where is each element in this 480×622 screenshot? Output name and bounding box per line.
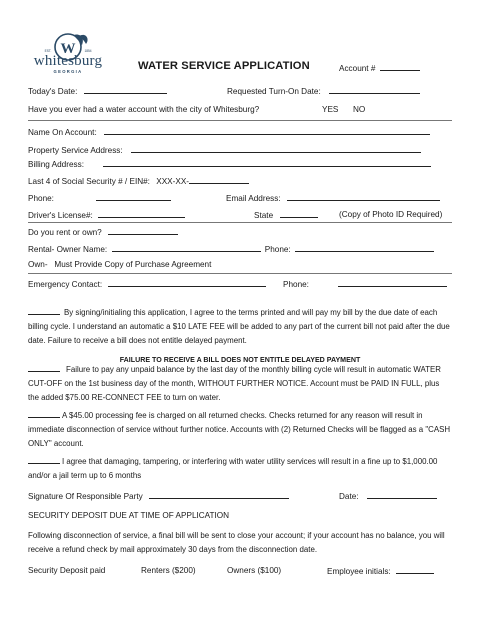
divider-2 [28,222,452,223]
todays-date-label: Today's Date: [28,87,78,96]
deposit-renters-option[interactable]: Renters ($200) [141,566,196,575]
emergency-field[interactable] [108,279,266,287]
name-row [28,127,430,137]
employee-initials-label: Employee initials: [327,567,391,576]
property-field[interactable] [131,145,421,153]
billing-label: Billing Address: [28,160,84,169]
terms-paragraph-4 [28,455,452,483]
terms-paragraph-1 [28,306,452,348]
form-title: WATER SERVICE APPLICATION [138,60,310,72]
turn-on-field[interactable] [329,86,420,94]
rent-own-field[interactable] [108,227,178,235]
failure-heading: FAILURE TO RECEIVE A BILL DOES NOT ENTITLE DELAYED PAYMENT [119,356,361,364]
emergency-row [28,279,266,289]
signature-field[interactable] [149,491,289,499]
account-label-text: Account # [339,64,376,73]
emergency-phone-field[interactable] [338,279,447,287]
property-row [28,145,421,155]
phone-field[interactable] [96,193,171,201]
terms-paragraph-2 [28,363,452,405]
employee-initials-row [327,566,434,576]
property-label: Property Service Address: [28,146,123,155]
emergency-phone-label: Phone: [283,280,309,289]
billing-field[interactable] [103,159,431,167]
prior-account-yes[interactable]: YES [322,105,339,114]
deposit-heading: SECURITY DEPOSIT DUE AT TIME OF APPLICATION [28,511,230,520]
phone-label: Phone: [28,194,54,203]
rental-owner-field[interactable] [112,244,261,252]
terms-initial-1[interactable] [28,307,60,315]
terms-initial-3[interactable] [28,410,60,418]
logo-est-left: EST. [44,49,52,53]
license-label: Driver's License#: [28,211,93,220]
todays-date-field[interactable] [84,86,167,94]
state-label: State [254,211,274,220]
terms-text-1: By signing/initialing this application, I agree to the terms printed and will pay my bill by the due date of each billing cycle. I understand an automatic a $10 LATE FEE will be added to any part of the current bill not paid after the due date. Failure to receive a bill does not entitle delayed payment. [28,308,450,345]
phone-row [28,193,171,203]
rental-owner-phone-label: Phone: [264,245,291,254]
rental-owner-label: Rental- Owner Name: [28,245,108,254]
email-label: Email Address: [226,194,281,203]
signature-label: Signature Of Responsible Party [28,492,143,501]
ssn-prefix: XXX-XX- [156,177,190,186]
terms-text-2: Failure to pay any unpaid balance by the last day of the monthly billing cycle will result in automatic WATER CUT-OFF on the 1st business day of the month, WITHOUT FURTHER NOTICE. Account must be PAID IN FULL, plus the added $75.00 RE-CONNECT FEE to turn on water. [28,365,441,402]
own-note: Own- Must Provide Copy of Purchase Agreement [28,260,212,269]
city-logo [28,30,108,74]
employee-initials-field[interactable] [396,566,434,574]
ssn-label: Last 4 of Social Security # / EIN#: [28,177,150,186]
deposit-text: Following disconnection of service, a final bill will be sent to close your account; if your account has no balance, you will receive a refund check by mail approximately 30 days from the disconnection date. [28,531,445,554]
state-row [254,210,318,220]
name-label: Name On Account: [28,128,97,137]
rent-own-row [28,227,178,237]
terms-paragraph-3 [28,409,452,451]
terms-text-4: I agree that damaging, tampering, or interfering with water utility services will result in a fine up to $1,000.00 and/or a jail term up to 6 months [28,457,438,480]
signature-row [28,491,289,501]
logo-est-right: 1854 [84,49,92,53]
divider-1 [28,120,452,121]
prior-account-no[interactable]: NO [353,105,366,114]
email-field[interactable] [287,193,440,201]
account-label [339,63,420,73]
state-field[interactable] [280,210,318,218]
emergency-label: Emergency Contact: [28,280,103,289]
terms-initial-2[interactable] [28,364,60,372]
logo-state: GEORGIA [53,69,83,74]
rent-own-label: Do you rent or own? [28,228,102,237]
ssn-field[interactable] [189,176,249,184]
license-field[interactable] [98,210,185,218]
turn-on-row [227,86,420,96]
logo-wordmark: whitesburg [33,53,103,69]
email-row [226,193,440,203]
prior-account-question: Have you ever had a water account with the city of Whitesburg? [28,105,260,114]
account-field[interactable] [380,63,420,71]
ssn-row [28,176,249,186]
deposit-paid-label: Security Deposit paid [28,566,106,575]
rental-owner-row [28,244,434,254]
billing-row [28,159,431,169]
todays-date-row [28,86,167,96]
signature-date-field[interactable] [367,491,437,499]
terms-initial-4[interactable] [28,456,60,464]
signature-date-label: Date: [339,492,359,501]
signature-date-row [339,491,437,501]
deposit-owners-option[interactable]: Owners ($100) [227,566,282,575]
divider-3 [28,273,452,274]
terms-text-3: A $45.00 processing fee is charged on all returned checks. Checks returned for any reason will result in immediate disconnection of service without further notice. Accounts with (2) Returned Checks will be flagged as a "CASH ONLY" account. [28,411,451,448]
turn-on-label: Requested Turn-On Date: [227,87,321,96]
logo-monogram: W [60,41,76,57]
emergency-phone-row [283,279,447,289]
rental-owner-phone-field[interactable] [295,244,434,252]
name-field[interactable] [104,127,430,135]
license-row [28,210,185,220]
photo-id-note: (Copy of Photo ID Required) [339,210,443,219]
